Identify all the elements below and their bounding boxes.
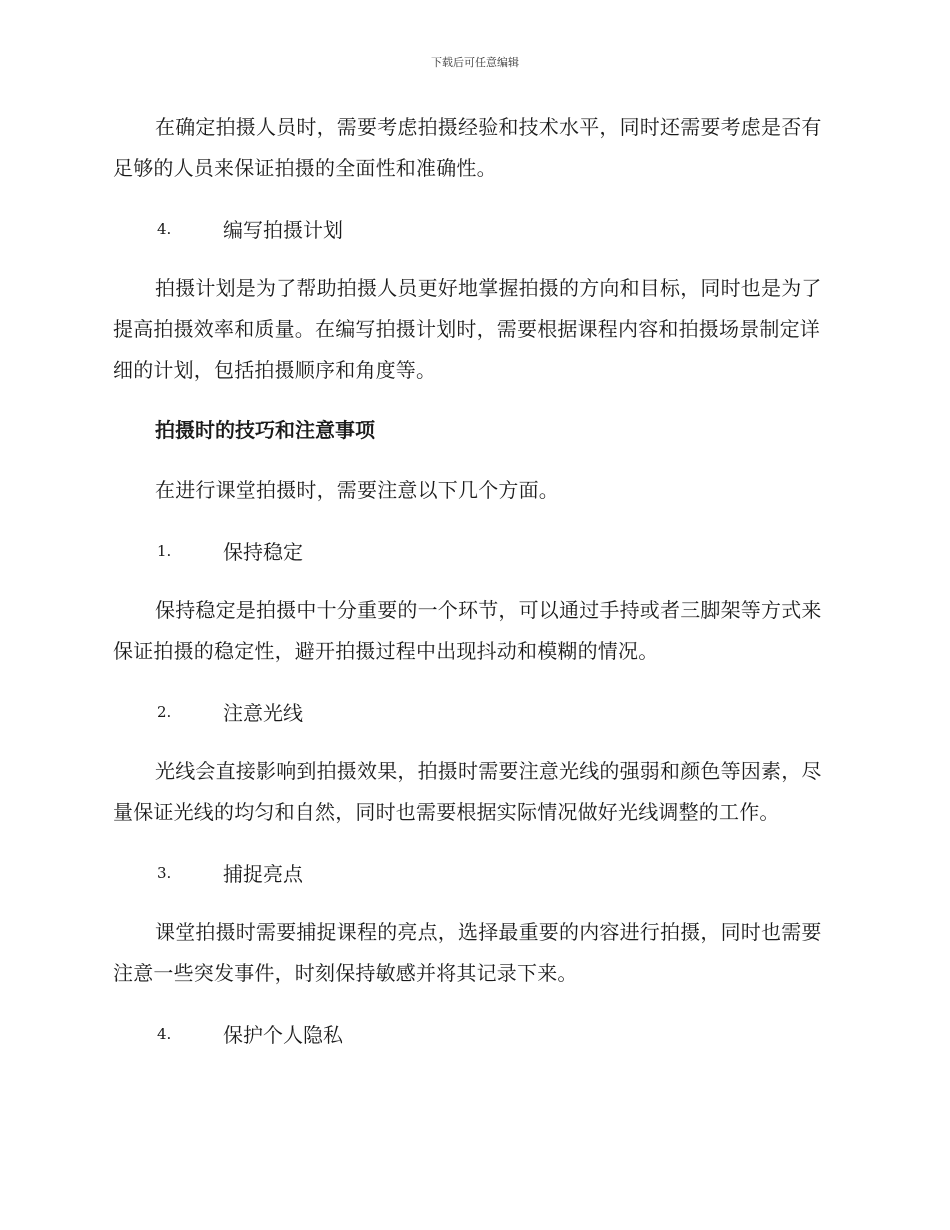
list-number: 2. (157, 702, 172, 721)
list-number: 4. (157, 1024, 172, 1043)
list-title: 捕捉亮点 (223, 862, 303, 886)
list-title: 注意光线 (223, 701, 303, 725)
list-item (113, 530, 838, 571)
list-item (113, 691, 838, 732)
list-item (113, 852, 838, 893)
list-number: 1. (157, 541, 172, 560)
list-number: 4. (157, 219, 172, 238)
paragraph: 课堂拍摄时需要捕捉课程的亮点，选择最重要的内容进行拍摄，同时也需要注意一些突发事件，时刻保持敏感并将其记录下来。 (113, 920, 822, 985)
list-title: 保持稳定 (223, 540, 303, 564)
list-item (113, 208, 838, 249)
paragraph: 拍摄计划是为了帮助拍摄人员更好地掌握拍摄的方向和目标，同时也是为了提高拍摄效率和质量。在编写拍摄计划时，需要根据课程内容和拍摄场景制定详细的计划，包括拍摄顺序和角度等。 (113, 276, 822, 382)
list-number: 3. (157, 863, 172, 882)
paragraph: 保持稳定是拍摄中十分重要的一个环节，可以通过手持或者三脚架等方式来保证拍摄的稳定性，避开拍摄过程中出现抖动和模糊的情况。 (113, 598, 822, 663)
paragraph: 在确定拍摄人员时，需要考虑拍摄经验和技术水平，同时还需要考虑是否有足够的人员来保证拍摄的全面性和准确性。 (113, 115, 822, 180)
document-body (113, 107, 838, 1073)
list-title: 保护个人隐私 (223, 1023, 343, 1047)
list-title: 编写拍摄计划 (223, 218, 343, 242)
paragraph: 在进行课堂拍摄时，需要注意以下几个方面。 (155, 478, 559, 502)
page-header: 下载后可任意编辑 (431, 56, 519, 69)
section-heading: 拍摄时的技巧和注意事项 (155, 418, 375, 442)
paragraph: 光线会直接影响到拍摄效果，拍摄时需要注意光线的强弱和颜色等因素，尽量保证光线的均匀和自然，同时也需要根据实际情况做好光线调整的工作。 (113, 759, 822, 824)
list-item (113, 1013, 838, 1054)
